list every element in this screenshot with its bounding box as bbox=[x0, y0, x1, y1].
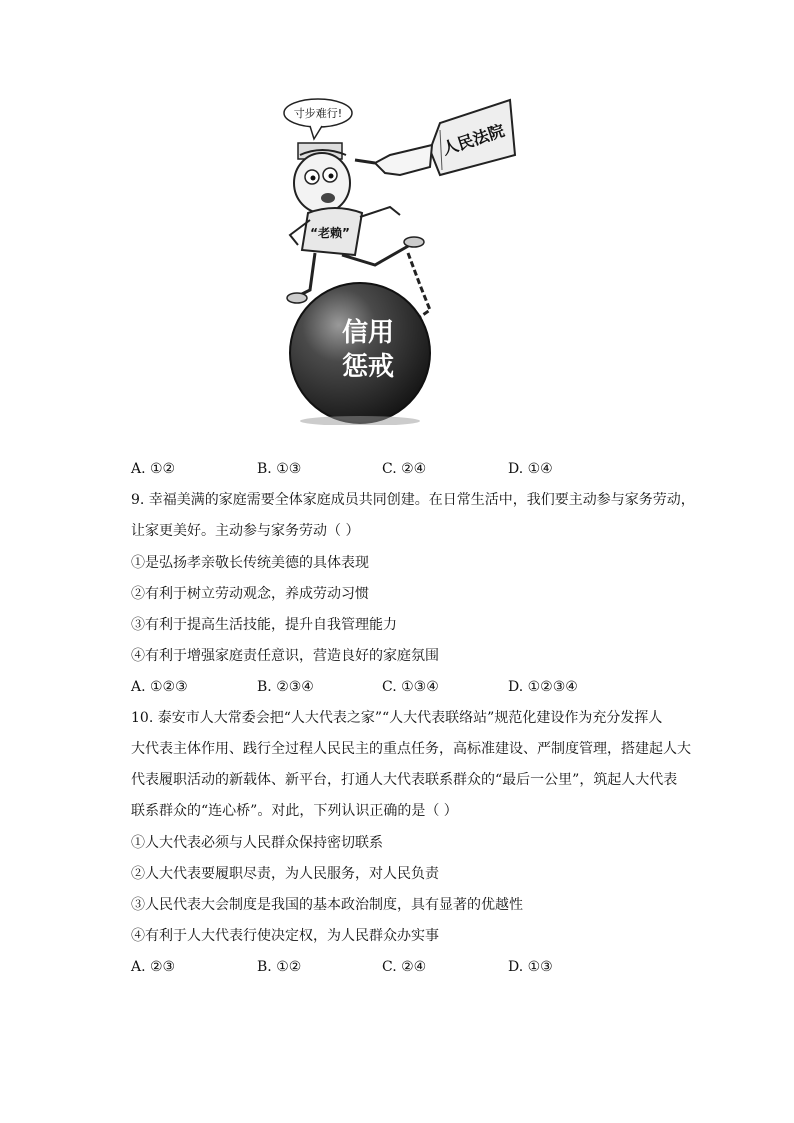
q10-stem-line1: 10. 泰安市人大常委会把“人大代表之家”“人大代表联络站”规范化建设作为充分发挥人 bbox=[131, 710, 663, 726]
q9-option-c: C. ①③④ bbox=[382, 679, 439, 695]
q10-stem-line2: 大代表主体作用、践行全过程人民民主的重点任务，高标准建设、严制度管理，搭建起人大 bbox=[131, 741, 691, 757]
q9-option-b: B. ②③④ bbox=[257, 679, 314, 695]
q9-item-4: ④有利于增强家庭责任意识，营造良好的家庭氛围 bbox=[131, 648, 439, 664]
q8-option-d: D. ①④ bbox=[508, 461, 553, 477]
sleeve-text: 人民法院 bbox=[439, 120, 507, 159]
q10-item-1: ①人大代表必须与人民群众保持密切联系 bbox=[131, 835, 383, 851]
q10-option-a: A. ②③ bbox=[131, 959, 176, 975]
shirt-text: “老赖” bbox=[310, 226, 350, 240]
q9-stem-line2: 让家更美好。主动参与家务劳动（ ） bbox=[131, 523, 360, 539]
q9-item-1: ①是弘扬孝亲敬长传统美德的具体表现 bbox=[131, 555, 369, 571]
credit-punishment-cartoon bbox=[280, 95, 525, 425]
q10-stem-line3: 代表履职活动的新载体、新平台，打通人大代表联系群众的“最后一公里”，筑起人大代表 bbox=[131, 772, 678, 788]
bubble-text: 寸步难行! bbox=[293, 107, 343, 120]
q10-option-b: B. ①② bbox=[257, 959, 302, 975]
q8-option-b: B. ①③ bbox=[257, 461, 302, 477]
q9-item-2: ②有利于树立劳动观念，养成劳动习惯 bbox=[131, 586, 369, 602]
q10-option-d: D. ①③ bbox=[508, 959, 553, 975]
q9-option-d: D. ①②③④ bbox=[508, 679, 578, 695]
q9-item-3: ③有利于提高生活技能，提升自我管理能力 bbox=[131, 617, 397, 633]
ball-text-line1: 信用 bbox=[341, 318, 395, 348]
q10-stem-line4: 联系群众的“连心桥”。对此，下列认识正确的是（ ） bbox=[131, 803, 458, 819]
ball-text-line2: 惩戒 bbox=[341, 352, 395, 382]
q10-item-4: ④有利于人大代表行使决定权，为人民群众办实事 bbox=[131, 928, 439, 944]
q10-item-3: ③人民代表大会制度是我国的基本政治制度，具有显著的优越性 bbox=[131, 897, 523, 913]
q8-option-c: C. ②④ bbox=[382, 461, 427, 477]
q9-stem-line1: 9. 幸福美满的家庭需要全体家庭成员共同创建。在日常生活中，我们要主动参与家务劳动， bbox=[131, 492, 695, 508]
q8-option-a: A. ①② bbox=[131, 461, 176, 477]
q10-item-2: ②人大代表要履职尽责，为人民服务，对人民负责 bbox=[131, 866, 439, 882]
q10-option-c: C. ②④ bbox=[382, 959, 427, 975]
q9-option-a: A. ①②③ bbox=[131, 679, 188, 695]
